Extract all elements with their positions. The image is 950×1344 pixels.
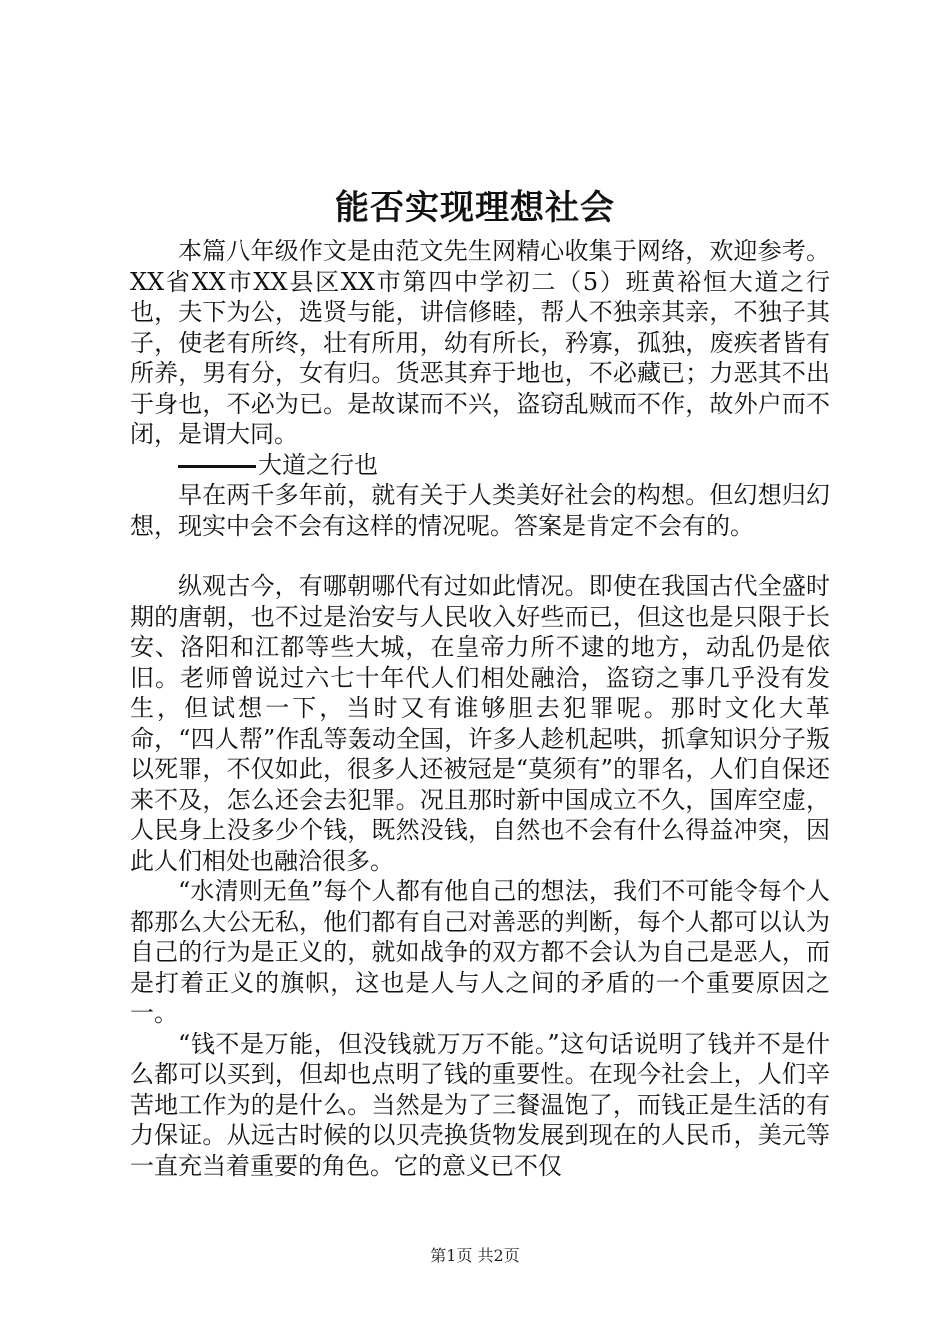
- document-body: [130, 236, 830, 1181]
- paragraph-water-fish: “水清则无鱼”每个人都有他自己的想法，我们不可能令每个人都那么大公无私，他们都有自己对善恶的判断，每个人都可以认为自己的行为是正义的，就如战争的双方都不会认为自己是恶人，而是打着正义的旗帜，这也是人与人之间的矛盾的一个重要原因之一。: [130, 877, 830, 1027]
- paragraph-intro: 本篇八年级作文是由范文先生网精心收集于网络，欢迎参考。XX省XX市XX县区XX市第四中学初二（5）班黄裕恒大道之行也，夫下为公，选贤与能，讲信修睦，帮人不独亲其亲，不独子其子，使老有所终，壮有所用，幼有所长，矜寡，孤独，废疾者皆有所养，男有分，女有归。货恶其弃于地也，不必藏已；力恶其不出于身也，不必为已。是故谋而不兴，盗窃乱贼而不作，故外户而不闭，是谓大同。: [130, 237, 830, 448]
- document-title: 能否实现理想社会: [335, 188, 615, 228]
- quote-source-line: [130, 450, 830, 481]
- paragraph-ideal-society: 早在两千多年前，就有关于人类美好社会的构想。但幻想归幻想，现实中会不会有这样的情况呢。答案是肯定不会有的。: [130, 481, 830, 540]
- page-footer: 第1页 共2页: [430, 1246, 520, 1265]
- quote-source-text: 大道之行也: [258, 450, 378, 479]
- paragraph-money: “钱不是万能，但没钱就万万不能。”这句话说明了钱并不是什么都可以买到，但却也点明了钱的重要性。在现今社会上，人们辛苦地工作为的是什么。当然是为了三餐温饱了，而钱正是生活的有力保证。从远古时候的以贝壳换货物发展到现在的人民币，美元等一直充当着重要的角色。它的意义已不仅: [130, 1029, 830, 1180]
- paragraph-gap: [130, 541, 830, 571]
- paragraph-history: 纵观古今，有哪朝哪代有过如此情况。即使在我国古代全盛时期的唐朝，也不过是治安与人民收入好些而已，但这也是只限于长安、洛阳和江都等些大城，在皇帝力所不逮的地方，动乱仍是依旧。老师曾说过六七十年代人们相处融洽，盗窃之事几乎没有发生，但试想一下，当时又有谁够胆去犯罪呢。那时文化大革命，“四人帮”作乱等轰动全国，许多人趁机起哄，抓拿知识分子叛以死罪，不仅如此，很多人还被冠是“莫须有”的罪名，人们自保还来不及，怎么还会去犯罪。况且那时新中国成立不久，国库空虚，人民身上没多少个钱，既然没钱，自然也不会有什么得益冲突，因此人们相处也融洽很多。: [130, 572, 830, 875]
- em-dash-line: [178, 465, 256, 468]
